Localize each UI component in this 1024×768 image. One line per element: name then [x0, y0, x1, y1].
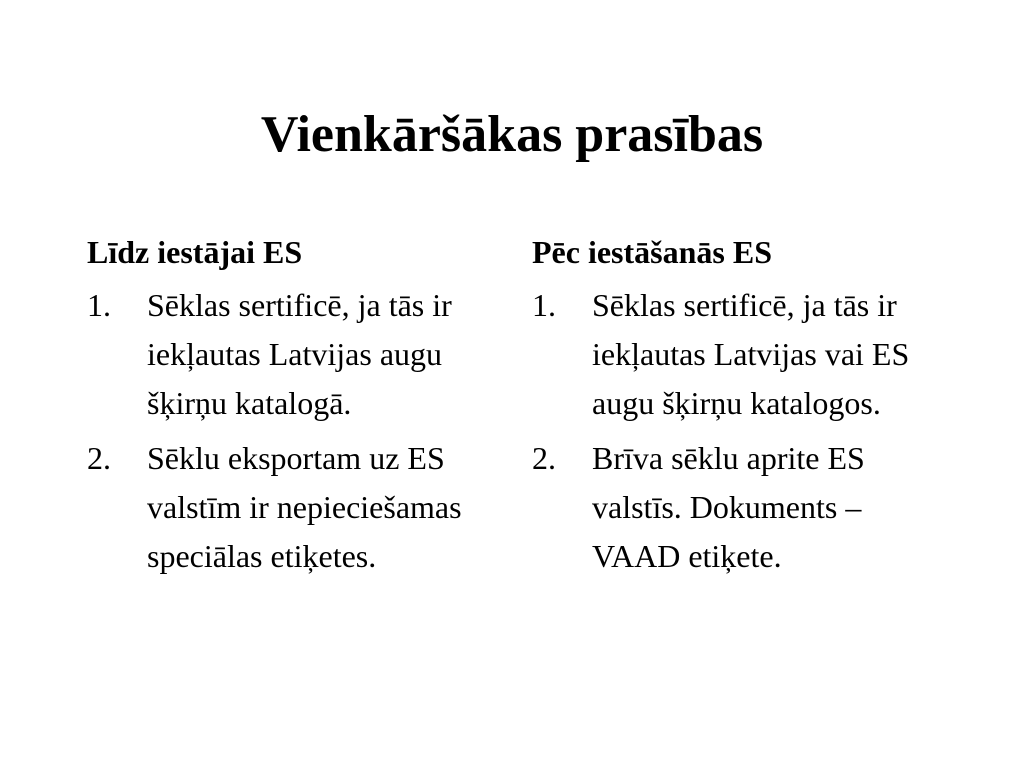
list-item-text: Sēklas sertificē, ja tās ir iekļautas Latvijas augu šķirņu katalogā.	[147, 287, 452, 421]
list-item-text: Sēklu eksportam uz ES valstīm ir nepieciešamas speciālas etiķetes.	[147, 440, 462, 574]
column-before-eu	[87, 232, 507, 587]
requirements-list	[532, 281, 952, 581]
column-after-eu	[532, 232, 952, 587]
list-item-text: Sēklas sertificē, ja tās ir iekļautas Latvijas vai ES augu šķirņu katalogos.	[592, 287, 910, 421]
column-heading: Līdz iestājai ES	[87, 234, 303, 270]
list-item	[532, 281, 937, 428]
list-item-number: 2.	[87, 440, 111, 476]
list-item-number: 1.	[532, 287, 556, 323]
list-item-text: Brīva sēklu aprite ES valstīs. Dokuments – VAAD etiķete.	[592, 440, 865, 574]
column-heading: Pēc iestāšanās ES	[532, 234, 772, 270]
list-item	[87, 434, 492, 581]
requirements-list	[87, 281, 507, 581]
list-item	[87, 281, 492, 428]
slide-title: Vienkāršākas prasības	[260, 106, 764, 163]
list-item-number: 1.	[87, 287, 111, 323]
list-item	[532, 434, 937, 581]
list-item-number: 2.	[532, 440, 556, 476]
